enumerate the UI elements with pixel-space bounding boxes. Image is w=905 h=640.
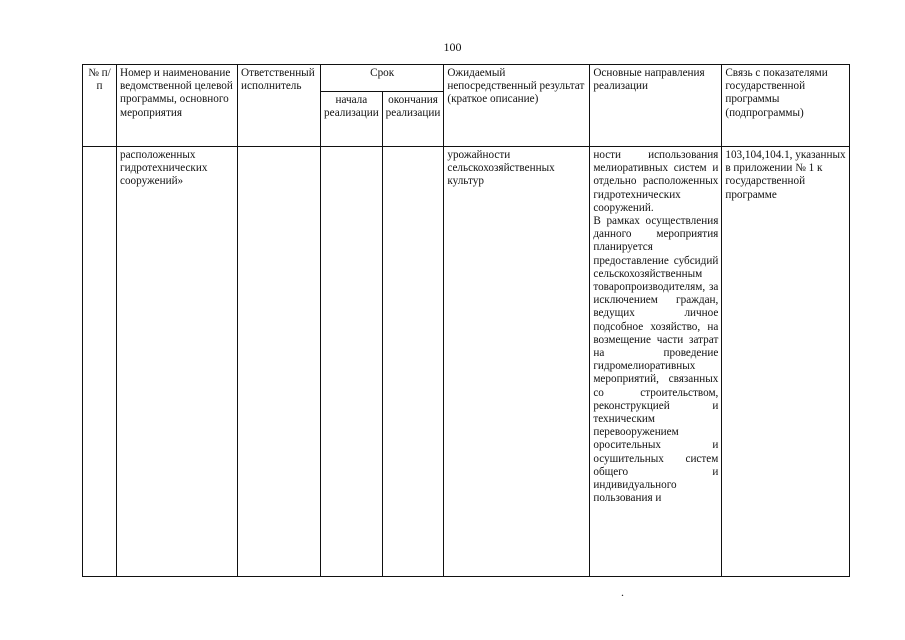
directions-paragraph-1: ности использования мелиоративных систем и отдельно расположенных гидротехнических сооружений. [593, 149, 719, 214]
cell-name: расположенных гидротехнических сооружений» [117, 147, 238, 577]
header-directions: Основные направления реализации [590, 65, 722, 147]
table-row [83, 147, 850, 577]
program-table [82, 64, 850, 577]
cell-link: 103,104,104.1, указанных в приложении № 1 к государственной программе [722, 147, 850, 577]
header-responsible: Ответственный исполнитель [238, 65, 321, 147]
cell-start [321, 147, 383, 577]
header-name: Номер и наименование ведомственной целевой программы, основного мероприятия [117, 65, 238, 147]
header-num: № п/п [83, 65, 117, 147]
cell-directions [590, 147, 722, 577]
directions-paragraph-2: В рамках осуществления данного мероприятия планируется предоставление субсидий сельскохозяйственным товаропроизводителям, за исключением граждан, ведущих личное подсобное хозяйство, на возмещение части затрат на проведение гидромелиоративных мероприятий, связанных со строительством, реконструкцией и техническим перевооружением оросительных и осушительных систем общего и индивидуального пользования и [593, 215, 719, 505]
header-start: начала реализации [321, 92, 383, 147]
header-srok: Срок [321, 65, 444, 92]
page-number: 100 [443, 40, 462, 54]
cell-responsible [238, 147, 321, 577]
header-link: Связь с показателями государственной программы (подпрограммы) [722, 65, 850, 147]
cell-result: урожайности сельскохозяйственных культур [444, 147, 590, 577]
cell-num [83, 147, 117, 577]
header-row [83, 65, 850, 92]
cell-end [382, 147, 444, 577]
footer-mark: . [621, 585, 624, 599]
header-result: Ожидаемый непосредственный результат (краткое описание) [444, 65, 590, 147]
header-end: окончания реализации [382, 92, 444, 147]
